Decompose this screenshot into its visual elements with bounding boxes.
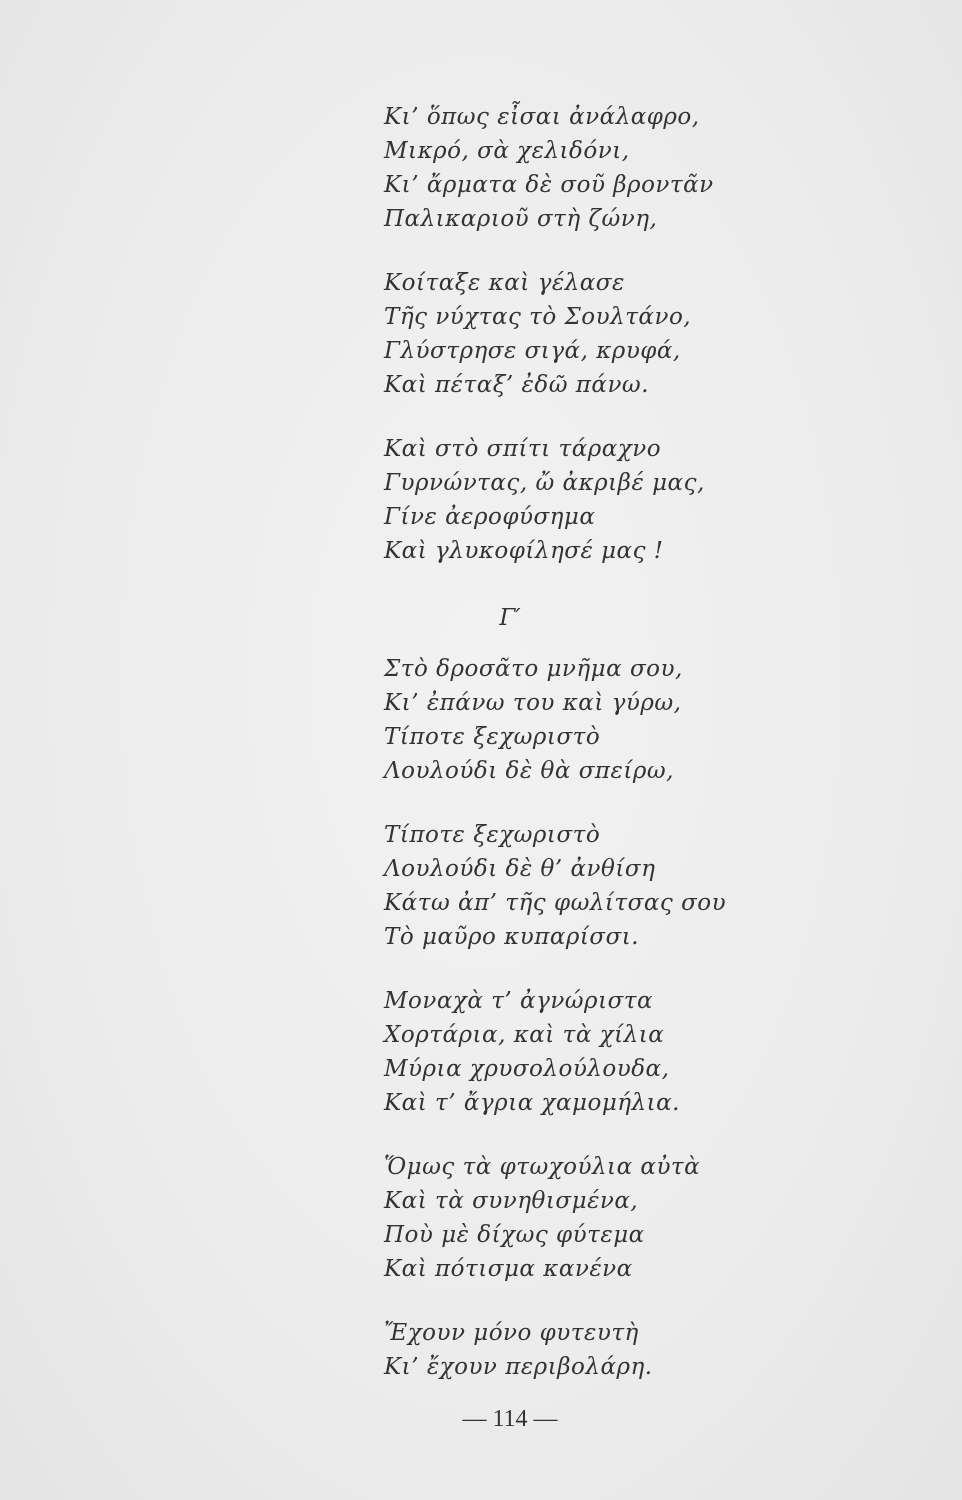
verse-line: Μικρό, σὰ χελιδόνι,	[384, 138, 630, 164]
verse-line: Κοίταξε καὶ γέλασε	[384, 270, 625, 296]
verse-line: Καὶ στὸ σπίτι τάραχνο	[384, 436, 662, 462]
verse-line: Τίποτε ξεχωριστὸ	[384, 724, 601, 750]
verse-line: Καὶ πέταξ’ ἐδῶ πάνω.	[384, 372, 649, 398]
verse-line: Λουλούδι δὲ θ’ ἀνθίση	[384, 856, 656, 882]
verse-line: Γλύστρησε σιγά, κρυφά,	[384, 338, 681, 364]
verse-line: Γυρνώντας, ὤ ἀκριβέ μας,	[384, 470, 705, 496]
verse-line: Στὸ δροσᾶτο μνῆμα σου,	[384, 656, 683, 682]
verse-line: Καὶ τ’ ἄγρια χαμομήλια.	[384, 1090, 680, 1116]
verse-line: Κι’ ἄρματα δὲ σοῦ βροντᾶν	[384, 172, 714, 198]
verse-line: Τῆς νύχτας τὸ Σουλτάνο,	[384, 304, 692, 330]
verse-line: Ἔχουν μόνο φυτευτὴ	[384, 1320, 639, 1346]
verse-line: Κι’ ἔχουν περιβολάρη.	[384, 1354, 653, 1380]
verse-line: Καὶ τὰ συνηθισμένα,	[384, 1188, 639, 1214]
stanza	[384, 100, 844, 236]
stanza	[384, 432, 844, 568]
poem-part-1	[384, 100, 844, 598]
stanza	[384, 652, 844, 788]
verse-line: Μύρια χρυσολούλουδα,	[384, 1056, 670, 1082]
verse-line: Καὶ πότισμα κανένα	[384, 1256, 633, 1282]
verse-line: Ὅμως τὰ φτωχούλια αὐτὰ	[384, 1154, 701, 1180]
stanza	[384, 818, 844, 954]
verse-line: Παλικαριοῦ στὴ ζώνη,	[384, 206, 658, 232]
verse-line: Ποὺ μὲ δίχως φύτεμα	[384, 1222, 645, 1248]
verse-line: Χορτάρια, καὶ τὰ χίλια	[384, 1022, 665, 1048]
verse-line: Κι’ ἐπάνω του καὶ γύρω,	[384, 690, 682, 716]
poem-part-2	[384, 652, 844, 1414]
page-number: — 114 —	[462, 1406, 558, 1432]
verse-line: Τὸ μαῦρο κυπαρίσσι.	[384, 924, 640, 950]
verse-line: Μοναχὰ τ’ ἀγνώριστα	[384, 988, 654, 1014]
stanza	[384, 266, 844, 402]
verse-line: Τίποτε ξεχωριστὸ	[384, 822, 601, 848]
stanza	[384, 1316, 844, 1384]
verse-line: Κι’ ὅπως εἶσαι ἀνάλαφρο,	[384, 104, 700, 130]
section-heading: Γ′	[499, 605, 521, 631]
verse-line: Λουλούδι δὲ θὰ σπείρω,	[384, 758, 674, 784]
verse-line: Γίνε ἀεροφύσημα	[384, 504, 596, 530]
stanza	[384, 1150, 844, 1286]
verse-line: Καὶ γλυκοφίλησέ μας !	[384, 538, 664, 564]
stanza	[384, 984, 844, 1120]
verse-line: Κάτω ἀπ’ τῆς φωλίτσας σου	[384, 890, 727, 916]
